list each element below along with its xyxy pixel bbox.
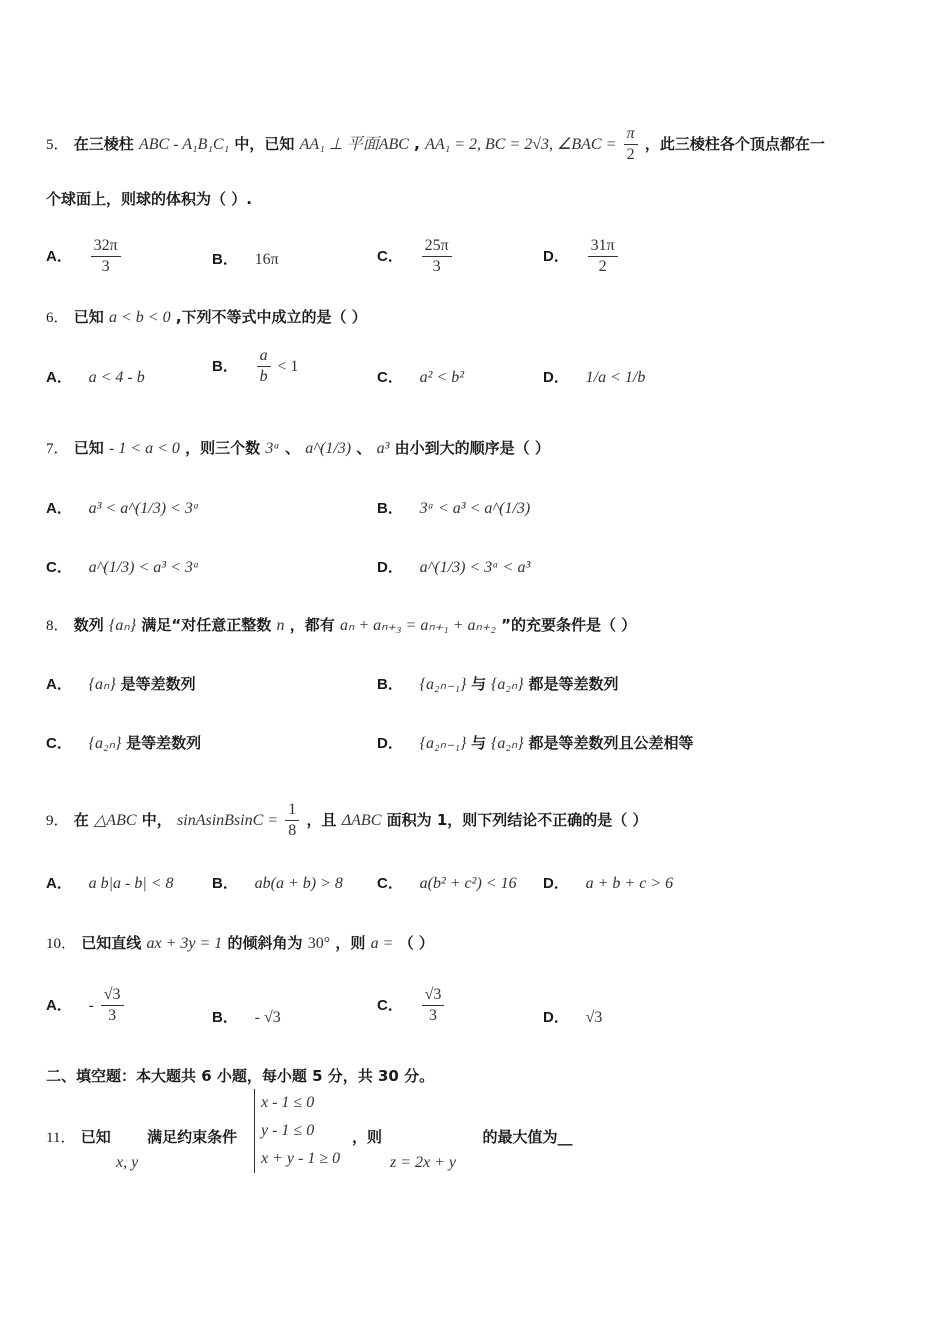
option-a[interactable]: A． a b|a - b| < 8 xyxy=(46,875,174,892)
fraction: $\frac{\pi}{2}$ xyxy=(624,124,638,165)
option-b[interactable]: B． {a₂ₙ₋₁} 与 {a₂ₙ} 都是等差数列 xyxy=(377,675,619,693)
fraction: $\frac{a}{b}$ xyxy=(257,346,271,387)
math-expr: ABC - A₁B₁C₁ xyxy=(139,136,230,153)
question-11-stem: 11． 已知 满足约束条件 xyxy=(46,1128,238,1146)
math-expr: △ABC xyxy=(94,812,137,829)
option-c[interactable]: C． a(b² + c²) < 16 xyxy=(377,875,517,892)
fraction: $\frac{1}{8}$ xyxy=(285,800,299,841)
question-number: 5． xyxy=(46,137,69,153)
math-expr: 3ᵃ xyxy=(265,440,280,457)
question-number: 9． xyxy=(46,813,69,829)
option-d[interactable]: D． a^(1/3) < 3ᵃ < a³ xyxy=(377,559,531,576)
option-c[interactable]: C． $\frac{25\pi}{3}$ xyxy=(377,236,454,277)
math-expr: a = xyxy=(370,935,394,952)
math-expr: n xyxy=(276,617,285,634)
option-a[interactable]: A． {aₙ} 是等差数列 xyxy=(46,675,196,693)
section-heading: 二、填空题：本大题共 6 小题，每小题 5 分，共 30 分。 xyxy=(46,1067,435,1085)
math-expr: a³ xyxy=(376,440,390,457)
stem-text: ，此三棱柱各个顶点都在一 xyxy=(644,135,825,153)
math-expr: ax + 3y = 1 xyxy=(146,935,223,952)
stem-text: 个球面上，则球的体积为（ ）. xyxy=(46,190,252,208)
option-b[interactable]: B． 16π xyxy=(212,251,279,268)
math-expr: - 1 < a < 0 xyxy=(109,440,180,457)
question-number: 10． xyxy=(46,936,77,952)
math-expr: ΔABC xyxy=(341,812,382,829)
math-expr: sinAsinBsinC = xyxy=(177,812,279,829)
fraction: $\frac{√3}{3}$ xyxy=(422,985,445,1026)
option-a[interactable]: A． a³ < a^(1/3) < 3ᵃ xyxy=(46,500,200,517)
math-expr: 30° xyxy=(307,935,331,952)
math-expr: a < b < 0 xyxy=(109,309,171,326)
math-expr: AA₁ = 2, BC = 2√3, ∠BAC = xyxy=(425,136,617,153)
option-d[interactable]: D． 1/a < 1/b xyxy=(543,369,646,386)
math-expr: a^(1/3) xyxy=(305,440,352,457)
question-6-stem: 6． 已知 a < b < 0 ,下列不等式中成立的是（ ） xyxy=(46,308,367,326)
question-9-stem: 9． 在 △ABC 中， sinAsinBsinC = $\frac{1}{8}$ ，且 ΔABC 面积为 1，则下列结论不正确的是（ ） xyxy=(46,801,648,839)
fraction: $\frac{31\pi}{2}$ xyxy=(588,236,618,277)
question-11-stem-cont: ，则 的最大值为__ xyxy=(352,1128,573,1146)
constraint-system: x - 1 ≤ 0 y - 1 ≤ 0 x + y - 1 ≥ 0 xyxy=(254,1089,340,1173)
question-5-stem: 5． 在三棱柱 ABC - A₁B₁C₁ 中，已知 AA₁ ⊥ 平面ABC , AA₁ = 2, BC = 2√3, ∠BAC = $\frac{\pi}{2}$ ，此三棱柱各个顶点都在一 xyxy=(46,125,825,163)
option-d[interactable]: D． a + b + c > 6 xyxy=(543,875,674,892)
question-8-stem: 8． 数列 {aₙ} 满足“对任意正整数 n ，都有 aₙ + aₙ₊₃ = aₙ₊₁ + aₙ₊₂ ”的充要条件是（ ） xyxy=(46,616,637,634)
question-number: 11． xyxy=(46,1130,76,1146)
option-a[interactable]: A． - $\frac{√3}{3}$ xyxy=(46,985,126,1026)
math-expr: AA₁ ⊥ 平面ABC xyxy=(299,136,409,153)
option-b[interactable]: B． $\frac{a}{b}$ < 1 xyxy=(212,347,299,385)
math-expr: {aₙ} xyxy=(109,617,137,634)
option-d[interactable]: D． {a₂ₙ₋₁} 与 {a₂ₙ} 都是等差数列且公差相等 xyxy=(377,734,694,752)
question-number: 7． xyxy=(46,441,69,457)
option-c[interactable]: C． a² < b² xyxy=(377,369,465,386)
math-expr: x, y xyxy=(116,1154,139,1171)
math-expr: aₙ + aₙ₊₃ = aₙ₊₁ + aₙ₊₂ xyxy=(339,617,496,634)
fraction: $\frac{√3}{3}$ xyxy=(101,985,124,1026)
question-7-stem: 7． 已知 - 1 < a < 0 ，则三个数 3ᵃ 、 a^(1/3) 、 a³ 由小到大的顺序是（ ） xyxy=(46,439,550,457)
option-c[interactable]: C． $\frac{√3}{3}$ xyxy=(377,985,446,1026)
question-10-stem: 10． 已知直线 ax + 3y = 1 的倾斜角为 30° ，则 a = （ ） xyxy=(46,934,434,952)
option-a[interactable]: A． $\frac{32\pi}{3}$ xyxy=(46,236,123,277)
option-d[interactable]: D． $\frac{31\pi}{2}$ xyxy=(543,236,620,277)
question-number: 8． xyxy=(46,618,69,634)
fraction: $\frac{32\pi}{3}$ xyxy=(91,236,121,277)
fraction: $\frac{25\pi}{3}$ xyxy=(422,236,452,277)
math-expr: z = 2x + y xyxy=(390,1154,457,1171)
option-b[interactable]: B． 3ᵃ < a³ < a^(1/3) xyxy=(377,500,531,517)
stem-text: 在三棱柱 xyxy=(73,135,134,153)
option-c[interactable]: C． {a₂ₙ} 是等差数列 xyxy=(46,734,202,752)
option-d[interactable]: D． √3 xyxy=(543,1009,603,1026)
question-5-stem-cont xyxy=(46,188,252,210)
option-c[interactable]: C． a^(1/3) < a³ < 3ᵃ xyxy=(46,559,200,576)
option-b[interactable]: B． ab(a + b) > 8 xyxy=(212,875,343,892)
option-b[interactable]: B． - √3 xyxy=(212,1009,281,1026)
stem-text: 中，已知 xyxy=(234,135,295,153)
option-a[interactable]: A． a < 4 - b xyxy=(46,369,145,386)
question-number: 6． xyxy=(46,310,69,326)
